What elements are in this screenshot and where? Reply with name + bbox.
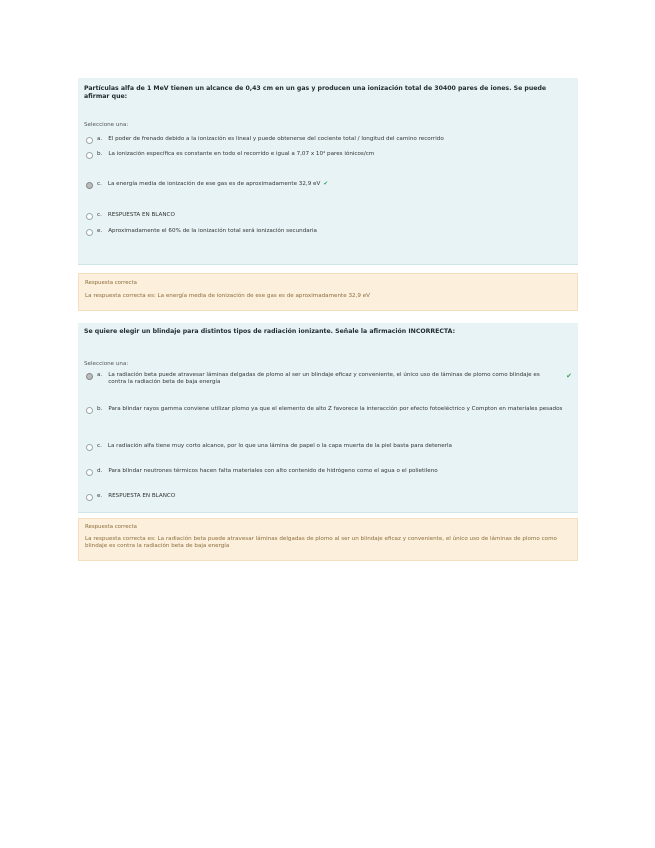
check-icon: ✔ (323, 181, 328, 187)
option-c[interactable]: c. La radiación alfa tiene muy corto alcance, por lo que una lámina de papel o la capa muerta de la piel basta para detenerla (86, 443, 570, 451)
radio-button-selected[interactable] (86, 182, 93, 189)
option-blank[interactable]: c. RESPUESTA EN BLANCO (86, 212, 570, 220)
radio-button[interactable] (86, 444, 93, 451)
radio-button[interactable] (86, 137, 93, 144)
option-a[interactable]: a. El poder de frenado debido a la ionización es lineal y puede obtenerse del cociente total / longitud del camino recorrido (86, 136, 570, 144)
question-2-text: Se quiere elegir un blindaje para distintos tipos de radiación ionizante. Señale la afirmación INCORRECTA: (84, 328, 456, 335)
radio-button-selected[interactable] (86, 373, 93, 380)
option-b[interactable]: b. La ionización específica es constante en todo el recorrido e igual a 7,07 x 10⁴ pares iónicos/cm (86, 151, 570, 159)
question-1-card (78, 78, 578, 265)
radio-button[interactable] (86, 152, 93, 159)
option-c-selected[interactable]: c. La energía media de ionización de ese gas es de aproximadamente 32,9 eV ✔ (86, 181, 570, 189)
radio-button[interactable] (86, 469, 93, 476)
option-blank[interactable]: e. RESPUESTA EN BLANCO (86, 493, 570, 501)
question-1-text: Partículas alfa de 1 MeV tienen un alcance de 0,43 cm en un gas y producen una ionización total de 30400 pares de iones. Se puede afirmar que: (84, 85, 547, 100)
option-e[interactable]: e. Aproximadamente el 60% de la ionización total será ionización secundaria (86, 228, 570, 236)
radio-button[interactable] (86, 229, 93, 236)
radio-button[interactable] (86, 213, 93, 220)
radio-button[interactable] (86, 494, 93, 501)
feedback-2-title: Respuesta correcta (85, 524, 137, 530)
question-2-card (78, 323, 578, 513)
select-one-label: Seleccione una: (84, 361, 129, 367)
option-d[interactable]: d. Para blindar neutrones térmicos hacen falta materiales con alto contenido de hidrógeno como el agua o el polietileno (86, 468, 570, 476)
option-b[interactable]: b. Para blindar rayos gamma conviene utilizar plomo ya que el elemento de alto Z favorece la interacción por efecto fotoeléctrico y Compton en materiales pesados (86, 406, 570, 414)
feedback-2-card (78, 518, 578, 561)
select-one-label: Seleccione una: (84, 122, 129, 128)
check-icon: ✔ (566, 372, 572, 380)
option-a-selected[interactable]: a. La radiación beta puede atravesar láminas delgadas de plomo al ser un blindaje eficaz y conveniente, el único uso de láminas de plomo como blindaje es contra la radiación beta de baja energía (86, 372, 558, 386)
feedback-1-text: La respuesta correcta es: La energía media de ionización de ese gas es de aproximadamente 32,9 eV (85, 293, 370, 299)
feedback-1-title: Respuesta correcta (85, 280, 137, 286)
radio-button[interactable] (86, 407, 93, 414)
feedback-2-text: La respuesta correcta es: La radiación beta puede atravesar láminas delgadas de plomo al ser un blindaje eficaz y conveniente, el único uso de láminas de plomo como blindaje es contra la radiación beta de baja energía (85, 536, 557, 549)
feedback-1-card (78, 273, 578, 311)
